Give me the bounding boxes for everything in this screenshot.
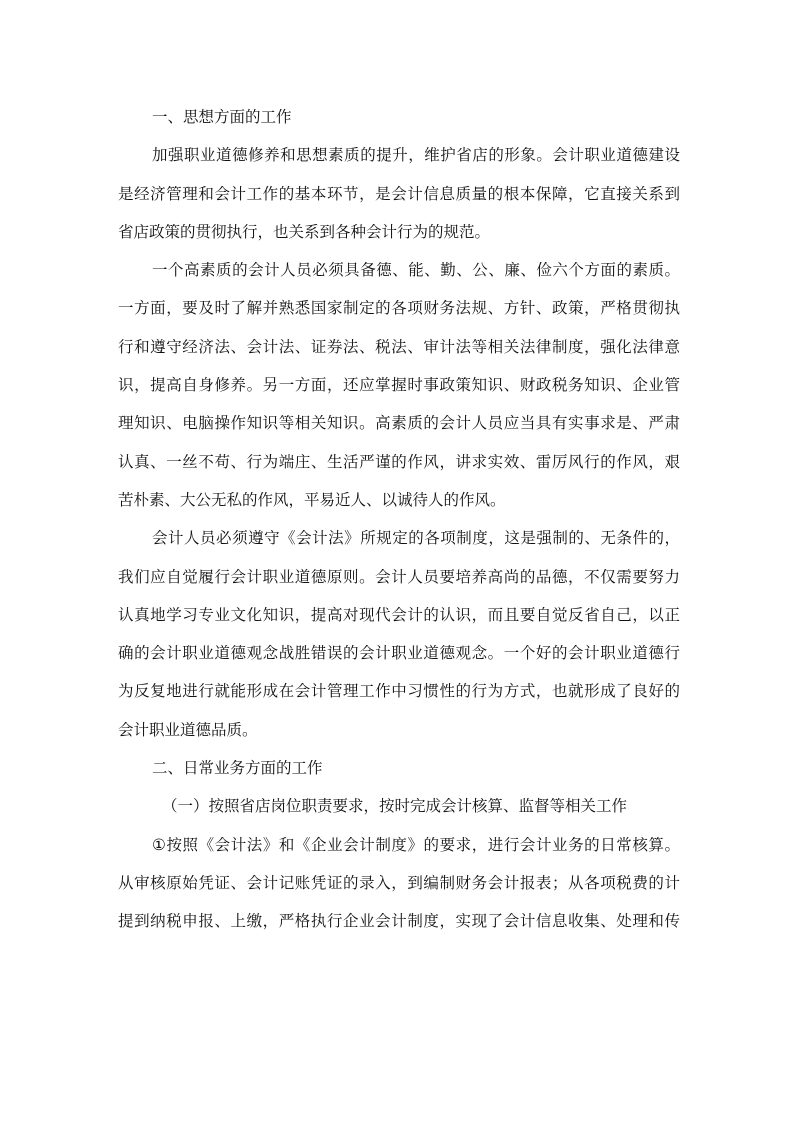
paragraph-line: 一个高素质的会计人员必须具备德、能、勤、公、廉、俭六个方面的素质。 (152, 261, 680, 280)
paragraph-line: 理知识、电脑操作知识等相关知识。高素质的会计人员应当具有实事求是、严肃 (118, 414, 680, 433)
paragraph-line: 从审核原始凭证、会计记账凭证的录入，到编制财务会计报表；从各项税费的计 (118, 873, 680, 892)
paragraph-line: 认真、一丝不苟、行为端庄、生活严谨的作风，讲求实效、雷厉风行的作风，艰 (118, 452, 680, 471)
paragraph-line: 我们应自觉履行会计职业道德原则。会计人员要培养高尚的品德，不仅需要努力 (118, 567, 680, 586)
paragraph-line: 确的会计职业道德观念战胜错误的会计职业道德观念。一个好的会计职业道德行 (118, 644, 680, 663)
paragraph-line: 识，提高自身修养。另一方面，还应掌握时事政策知识、财政税务知识、企业管 (118, 376, 680, 395)
paragraph-line: 会计职业道德品质。 (118, 720, 258, 739)
paragraph-line: ①按照《会计法》和《企业会计制度》的要求，进行会计业务的日常核算。 (152, 835, 680, 854)
paragraph-line: 行和遵守经济法、会计法、证券法、税法、审计法等相关法律制度，强化法律意 (118, 337, 680, 356)
paragraph-line: 提到纳税申报、上缴，严格执行企业会计制度，实现了会计信息收集、处理和传 (118, 912, 680, 931)
paragraph-line: 是经济管理和会计工作的基本环节，是会计信息质量的根本保障，它直接关系到 (118, 184, 680, 203)
section-heading-daily-work: 二、日常业务方面的工作 (152, 759, 323, 778)
paragraph-line: 苦朴素、大公无私的作风，平易近人、以诚待人的作风。 (118, 490, 506, 509)
paragraph-line: 一方面，要及时了解并熟悉国家制定的各项财务法规、方针、政策，严格贯彻执 (118, 299, 680, 318)
paragraph-line: 会计人员必须遵守《会计法》所规定的各项制度，这是强制的、无条件的， (152, 529, 680, 548)
paragraph-line: 认真地学习专业文化知识，提高对现代会计的认识，而且要自觉反省自己，以正 (118, 605, 680, 624)
subsection-heading: （一）按照省店岗位职责要求，按时完成会计核算、监督等相关工作 (162, 797, 628, 816)
paragraph-line: 为反复地进行就能形成在会计管理工作中习惯性的行为方式，也就形成了良好的 (118, 682, 680, 701)
paragraph-line: 省店政策的贯彻执行，也关系到各种会计行为的规范。 (118, 222, 491, 241)
section-heading-thought: 一、思想方面的工作 (152, 108, 292, 126)
document-body (118, 98, 680, 941)
paragraph-line: 加强职业道德修养和思想素质的提升，维护省店的形象。会计职业道德建设 (152, 146, 680, 165)
